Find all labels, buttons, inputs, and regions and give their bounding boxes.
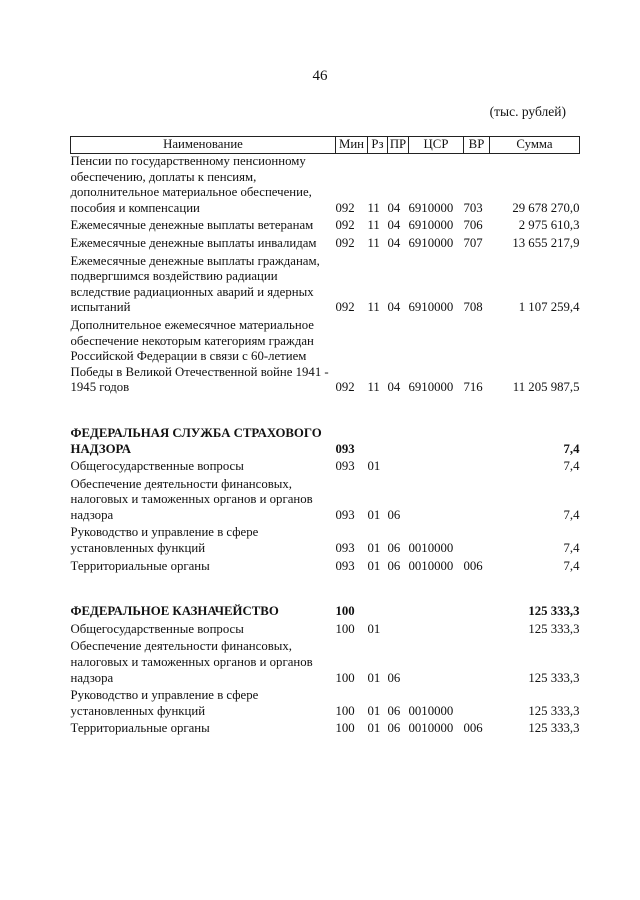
cell-min: 092 xyxy=(335,380,355,395)
cell-sum: 125 333,3 xyxy=(528,604,580,619)
gap-cell xyxy=(71,737,580,739)
table-row xyxy=(71,236,580,252)
cell-vr xyxy=(464,525,490,556)
row-name: Пенсии по государственному пенсионному обеспечению, доплаты к пенсиям, дополнительное материальное обеспечение, пособия и компенсации xyxy=(70,154,312,215)
cell-csr: 6910000 xyxy=(408,235,454,250)
cell-sum: 7,4 xyxy=(563,441,580,456)
cell-sum: 125 333,3 xyxy=(528,670,580,685)
row-name: Руководство и управление в сфере установленных функций xyxy=(70,525,259,556)
cell-pr: 04 xyxy=(387,235,401,250)
cell-min: 092 xyxy=(335,200,355,215)
cell-vr: 703 xyxy=(463,200,483,215)
cell-vr xyxy=(464,622,490,638)
header-name: Наименование xyxy=(71,137,336,154)
cell-min: 093 xyxy=(335,558,355,573)
cell-min: 100 xyxy=(335,670,355,685)
cell-pr: 06 xyxy=(387,507,401,522)
row-name: Территориальные органы xyxy=(70,721,210,736)
header-min: Мин xyxy=(336,137,368,154)
cell-sum: 29 678 270,0 xyxy=(512,200,580,215)
row-name: Общегосударственные вопросы xyxy=(70,459,244,474)
cell-min: 092 xyxy=(335,300,355,315)
cell-csr: 0010000 xyxy=(408,721,454,736)
spacer-cell xyxy=(71,576,580,604)
cell-pr: 04 xyxy=(387,200,401,215)
table-row xyxy=(71,218,580,234)
cell-vr xyxy=(464,459,490,475)
cell-csr xyxy=(409,622,464,638)
cell-min: 100 xyxy=(335,621,355,636)
table-row xyxy=(71,477,580,524)
cell-min: 100 xyxy=(335,721,355,736)
cell-pr: 04 xyxy=(387,300,401,315)
cell-sum: 1 107 259,4 xyxy=(518,300,580,315)
budget-table xyxy=(70,136,580,739)
header-csr: ЦСР xyxy=(409,137,464,154)
section-spacer xyxy=(71,398,580,426)
cell-vr xyxy=(464,426,490,457)
cell-vr xyxy=(464,639,490,686)
cell-csr xyxy=(409,604,464,620)
row-name: Ежемесячные денежные выплаты инвалидам xyxy=(70,235,317,250)
cell-sum: 7,4 xyxy=(563,459,580,474)
cell-rz: 01 xyxy=(367,507,381,522)
cell-csr: 6910000 xyxy=(408,380,454,395)
cell-min: 093 xyxy=(335,541,355,556)
cell-vr xyxy=(464,688,490,719)
cell-vr: 707 xyxy=(463,235,483,250)
header-sum: Сумма xyxy=(490,137,580,154)
cell-vr: 006 xyxy=(463,721,483,736)
cell-min: 092 xyxy=(335,218,355,233)
table-row xyxy=(71,559,580,575)
cell-rz: 01 xyxy=(367,459,381,474)
cell-min: 100 xyxy=(335,703,355,718)
table-row xyxy=(71,459,580,475)
header-vr: ВР xyxy=(464,137,490,154)
cell-vr: 708 xyxy=(463,300,483,315)
cell-rz: 01 xyxy=(367,541,381,556)
table-header xyxy=(71,137,580,154)
cell-sum: 125 333,3 xyxy=(528,721,580,736)
cell-pr: 06 xyxy=(387,558,401,573)
cell-vr: 006 xyxy=(463,558,483,573)
table-row xyxy=(71,688,580,719)
header-pr: ПР xyxy=(388,137,409,154)
header-rz: Рз xyxy=(368,137,388,154)
cell-pr xyxy=(388,426,409,457)
spacer-cell xyxy=(71,398,580,426)
cell-csr xyxy=(409,639,464,686)
cell-csr: 0010000 xyxy=(408,558,454,573)
table-row xyxy=(71,639,580,686)
cell-sum: 13 655 217,9 xyxy=(512,235,580,250)
row-name: Общегосударственные вопросы xyxy=(70,621,244,636)
cell-sum: 11 205 987,5 xyxy=(512,380,580,395)
row-name: Руководство и управление в сфере установленных функций xyxy=(70,688,259,718)
row-name: Дополнительное ежемесячное материальное обеспечение некоторым категориям граждан Российской Федерации в связи с 60-летием Победы в Великой Отечественной войне 1941 - 1945 годов xyxy=(70,317,329,395)
cell-pr: 04 xyxy=(387,218,401,233)
cell-sum: 125 333,3 xyxy=(528,621,580,636)
cell-min: 093 xyxy=(335,459,355,474)
table-row xyxy=(71,525,580,556)
row-name: ФЕДЕРАЛЬНАЯ СЛУЖБА СТРАХОВОГО НАДЗОРА xyxy=(70,425,322,456)
cell-sum: 7,4 xyxy=(563,541,580,556)
cell-min: 093 xyxy=(335,507,355,522)
cell-csr xyxy=(409,477,464,524)
section-heading-row xyxy=(71,426,580,457)
cell-pr xyxy=(388,604,409,620)
cell-vr xyxy=(464,477,490,524)
row-gap xyxy=(71,737,580,739)
cell-rz xyxy=(368,426,388,457)
cell-csr: 6910000 xyxy=(408,218,454,233)
cell-rz: 01 xyxy=(367,721,381,736)
table-row xyxy=(71,318,580,396)
row-name: Обеспечение деятельности финансовых, налоговых и таможенных органов и органов надзора xyxy=(70,639,313,685)
cell-min: 092 xyxy=(335,235,355,250)
cell-min: 093 xyxy=(335,441,355,456)
row-name: ФЕДЕРАЛЬНОЕ КАЗНАЧЕЙСТВО xyxy=(70,604,279,619)
table-row xyxy=(71,622,580,638)
cell-sum: 2 975 610,3 xyxy=(518,218,580,233)
cell-rz: 01 xyxy=(367,558,381,573)
cell-vr: 716 xyxy=(463,380,483,395)
table-row xyxy=(71,254,580,316)
cell-pr: 06 xyxy=(387,670,401,685)
section-spacer xyxy=(71,576,580,604)
cell-sum: 7,4 xyxy=(563,507,580,522)
cell-rz: 11 xyxy=(367,380,380,395)
cell-rz: 11 xyxy=(367,235,380,250)
cell-rz: 01 xyxy=(367,621,381,636)
cell-sum: 125 333,3 xyxy=(528,703,580,718)
row-name: Обеспечение деятельности финансовых, налоговых и таможенных органов и органов надзора xyxy=(70,476,313,522)
cell-csr xyxy=(409,426,464,457)
cell-rz: 01 xyxy=(367,703,381,718)
cell-pr: 06 xyxy=(387,541,401,556)
cell-rz: 11 xyxy=(367,300,380,315)
cell-csr: 6910000 xyxy=(408,200,454,215)
cell-csr: 0010000 xyxy=(408,541,454,556)
cell-rz: 11 xyxy=(367,200,380,215)
page-number: 46 xyxy=(312,68,328,84)
cell-csr xyxy=(409,459,464,475)
table-row xyxy=(71,154,580,217)
cell-rz xyxy=(368,604,388,620)
cell-pr: 04 xyxy=(387,380,401,395)
cell-csr: 6910000 xyxy=(408,300,454,315)
units-label: (тыс. рублей) xyxy=(489,104,566,119)
cell-rz: 01 xyxy=(367,670,381,685)
cell-csr: 0010000 xyxy=(408,703,454,718)
row-name: Ежемесячные денежные выплаты гражданам, подвергшимся воздействию радиации вследствие радиационных аварий и ядерных испытаний xyxy=(70,253,320,315)
cell-pr: 06 xyxy=(387,721,401,736)
section-heading-row xyxy=(71,604,580,620)
cell-pr xyxy=(388,622,409,638)
table-body xyxy=(71,154,580,740)
row-name: Ежемесячные денежные выплаты ветеранам xyxy=(70,218,314,233)
cell-pr xyxy=(388,459,409,475)
cell-vr: 706 xyxy=(463,218,483,233)
cell-vr xyxy=(464,604,490,620)
cell-min: 100 xyxy=(335,604,355,619)
cell-rz: 11 xyxy=(367,218,380,233)
cell-sum: 7,4 xyxy=(563,558,580,573)
cell-pr: 06 xyxy=(387,703,401,718)
table-row xyxy=(71,721,580,737)
row-name: Территориальные органы xyxy=(70,558,210,573)
